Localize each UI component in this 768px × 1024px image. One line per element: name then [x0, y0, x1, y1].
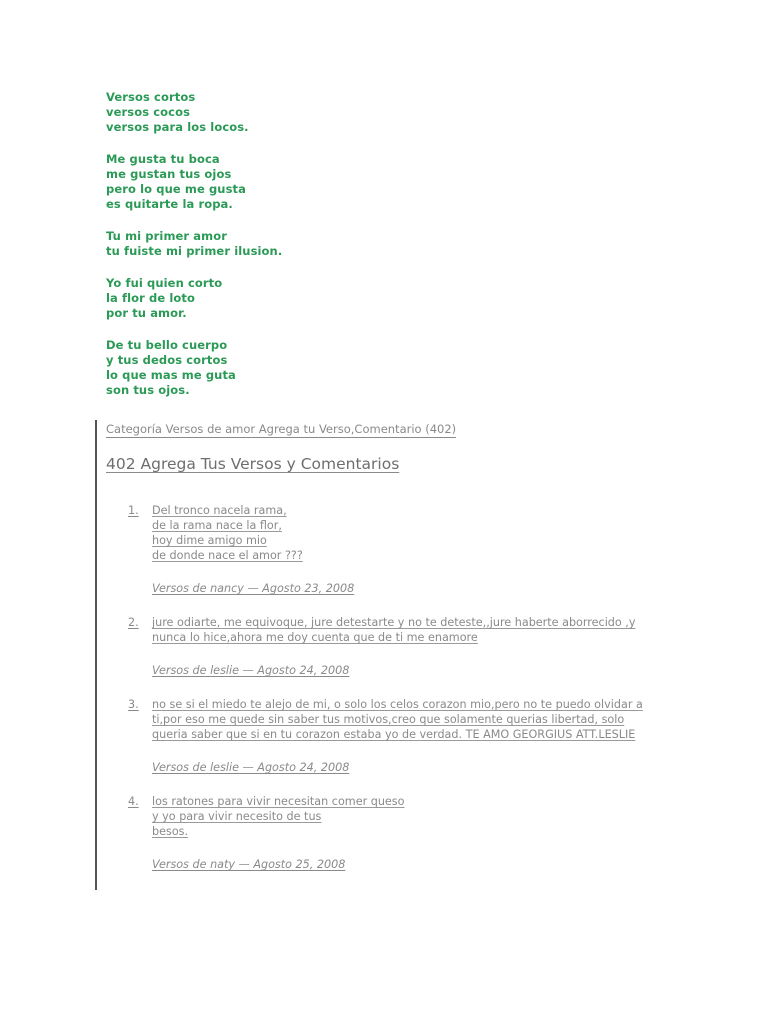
comment-line: de donde nace el amor ??? — [152, 549, 303, 562]
comment-line: de la rama nace la flor, — [152, 519, 282, 532]
poem — [106, 90, 426, 398]
comment-text — [152, 794, 666, 839]
category-link[interactable]: Versos de amor — [165, 422, 256, 436]
poem-stanza — [106, 90, 426, 135]
poem-line: Me gusta tu boca — [106, 152, 220, 166]
poem-line: Versos cortos — [106, 90, 196, 104]
comment-line: jure odiarte, me equivoque, jure detestarte y no te deteste,,jure haberte aborrecido ,y — [152, 616, 636, 629]
poem-line: por tu amor. — [106, 306, 187, 320]
comment-line: no se si el miedo te alejo de mi, o solo los celos corazon mio,pero no te puedo olvidar a — [152, 698, 643, 711]
poem-line: tu fuiste mi primer ilusion. — [106, 244, 283, 258]
comment-line: los ratones para vivir necesitan comer queso — [152, 795, 405, 808]
comment-text — [152, 503, 666, 563]
comment-number: 1. — [128, 504, 139, 517]
comment-author-date-link[interactable]: Versos de nancy — Agosto 23, 2008 — [152, 582, 355, 595]
comment-author-date-link[interactable]: Versos de leslie — Agosto 24, 2008 — [152, 664, 350, 677]
comment-line: besos. — [152, 825, 189, 838]
poem-line: son tus ojos. — [106, 383, 190, 397]
comments-heading[interactable]: 402 Agrega Tus Versos y Comentarios — [106, 455, 400, 473]
poem-stanza — [106, 338, 426, 398]
comment-author-date-link[interactable]: Versos de leslie — Agosto 24, 2008 — [152, 761, 350, 774]
poem-line: me gustan tus ojos — [106, 167, 232, 181]
comment-item — [106, 615, 666, 697]
category-line — [106, 421, 456, 438]
comment-item — [106, 697, 666, 794]
comment-line: ti,por eso me quede sin saber tus motivos,creo que solamente querias libertad, solo — [152, 713, 625, 726]
comment-item — [106, 794, 666, 874]
poem-line: la flor de loto — [106, 291, 196, 305]
add-verse-link[interactable]: Agrega tu Verso, — [258, 422, 355, 436]
comment-item — [106, 503, 666, 615]
poem-line: lo que mas me guta — [106, 368, 236, 382]
comment-number: 4. — [128, 795, 139, 808]
poem-stanza — [106, 229, 426, 259]
comment-list — [106, 503, 666, 874]
comments-count-link[interactable]: Comentario (402) — [354, 422, 457, 436]
comment-line: hoy dime amigo mio — [152, 534, 267, 547]
category-label: Categoría — [106, 422, 162, 436]
poem-line: pero lo que me gusta — [106, 182, 246, 196]
comment-line: nunca lo hice,ahora me doy cuenta que de ti me enamore — [152, 631, 478, 644]
comment-line: Del tronco nacela rama, — [152, 504, 287, 517]
comment-text — [152, 615, 666, 645]
poem-line: De tu bello cuerpo — [106, 338, 228, 352]
poem-line: Yo fui quien corto — [106, 276, 223, 290]
poem-line: versos cocos — [106, 105, 191, 119]
poem-line: versos para los locos. — [106, 120, 249, 134]
comment-line: y yo para vivir necesito de tus — [152, 810, 322, 823]
left-vertical-rule — [95, 420, 97, 890]
comment-number: 2. — [128, 616, 139, 629]
poem-line: Tu mi primer amor — [106, 229, 228, 243]
comment-author-date-link[interactable]: Versos de naty — Agosto 25, 2008 — [152, 858, 346, 871]
comment-line: queria saber que si en tu corazon estaba yo de verdad. TE AMO GEORGIUS ATT.LESLIE — [152, 728, 636, 741]
poem-line: y tus dedos cortos — [106, 353, 228, 367]
comment-text — [152, 697, 666, 742]
comment-number: 3. — [128, 698, 139, 711]
poem-stanza — [106, 276, 426, 321]
poem-line: es quitarte la ropa. — [106, 197, 233, 211]
poem-stanza — [106, 152, 426, 212]
